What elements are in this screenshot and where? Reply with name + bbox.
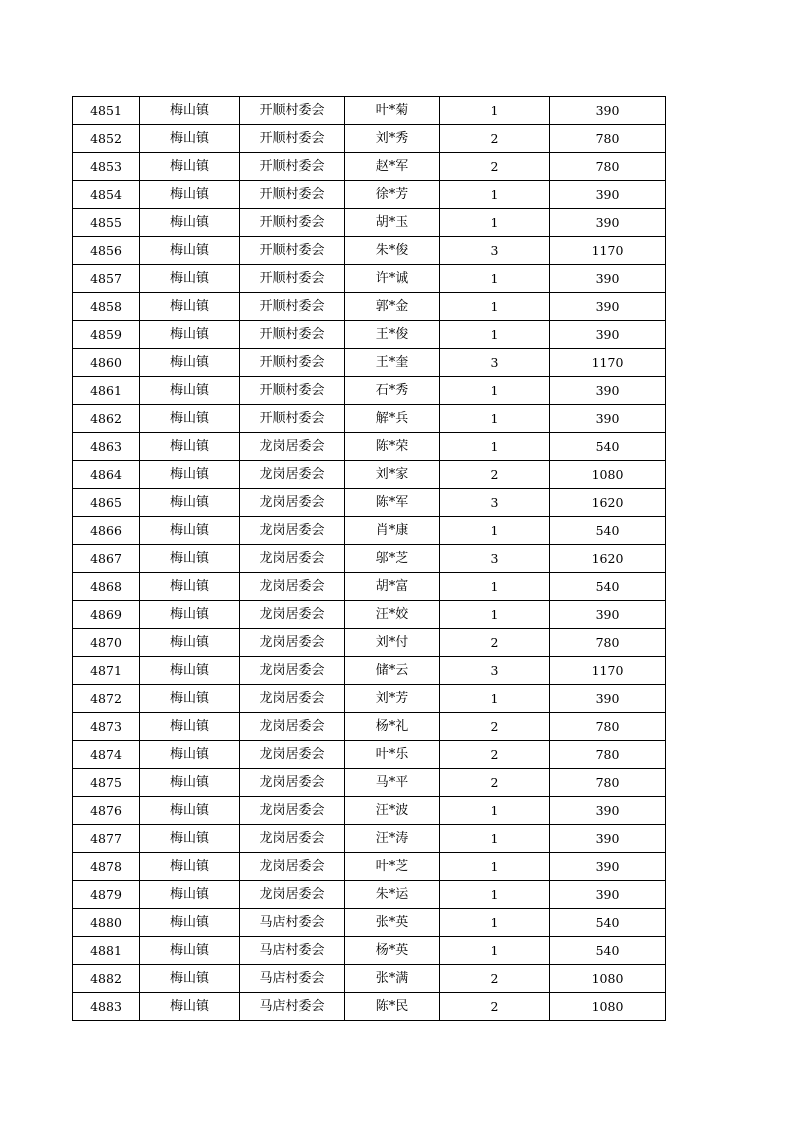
town-cell: 梅山镇 [140, 293, 240, 321]
row-number-cell: 4879 [73, 881, 140, 909]
town-cell: 梅山镇 [140, 993, 240, 1021]
table-row [73, 629, 666, 657]
count-cell: 1 [440, 601, 550, 629]
committee-cell: 开顺村委会 [240, 125, 345, 153]
count-cell: 1 [440, 853, 550, 881]
count-cell: 2 [440, 125, 550, 153]
row-number-cell: 4856 [73, 237, 140, 265]
table-body [73, 97, 666, 1021]
town-cell: 梅山镇 [140, 545, 240, 573]
amount-cell: 780 [550, 769, 666, 797]
table-row [73, 853, 666, 881]
amount-cell: 1170 [550, 657, 666, 685]
town-cell: 梅山镇 [140, 825, 240, 853]
committee-cell: 龙岗居委会 [240, 825, 345, 853]
amount-cell: 390 [550, 321, 666, 349]
row-number-cell: 4881 [73, 937, 140, 965]
row-number-cell: 4872 [73, 685, 140, 713]
row-number-cell: 4870 [73, 629, 140, 657]
count-cell: 1 [440, 265, 550, 293]
row-number-cell: 4853 [73, 153, 140, 181]
amount-cell: 390 [550, 377, 666, 405]
committee-cell: 马店村委会 [240, 937, 345, 965]
name-cell: 杨*礼 [345, 713, 440, 741]
name-cell: 陈*民 [345, 993, 440, 1021]
amount-cell: 390 [550, 97, 666, 125]
amount-cell: 540 [550, 909, 666, 937]
committee-cell: 龙岗居委会 [240, 517, 345, 545]
town-cell: 梅山镇 [140, 321, 240, 349]
count-cell: 1 [440, 825, 550, 853]
committee-cell: 龙岗居委会 [240, 797, 345, 825]
table-row [73, 881, 666, 909]
committee-cell: 龙岗居委会 [240, 713, 345, 741]
count-cell: 2 [440, 769, 550, 797]
count-cell: 1 [440, 181, 550, 209]
committee-cell: 开顺村委会 [240, 237, 345, 265]
table-row [73, 993, 666, 1021]
name-cell: 许*诚 [345, 265, 440, 293]
name-cell: 石*秀 [345, 377, 440, 405]
amount-cell: 390 [550, 685, 666, 713]
amount-cell: 1080 [550, 993, 666, 1021]
committee-cell: 开顺村委会 [240, 321, 345, 349]
count-cell: 3 [440, 237, 550, 265]
committee-cell: 龙岗居委会 [240, 881, 345, 909]
amount-cell: 780 [550, 629, 666, 657]
table-row [73, 461, 666, 489]
amount-cell: 540 [550, 937, 666, 965]
amount-cell: 390 [550, 209, 666, 237]
table-row [73, 741, 666, 769]
amount-cell: 390 [550, 293, 666, 321]
row-number-cell: 4861 [73, 377, 140, 405]
name-cell: 叶*芝 [345, 853, 440, 881]
count-cell: 1 [440, 209, 550, 237]
count-cell: 1 [440, 685, 550, 713]
town-cell: 梅山镇 [140, 97, 240, 125]
name-cell: 朱*俊 [345, 237, 440, 265]
committee-cell: 龙岗居委会 [240, 601, 345, 629]
name-cell: 杨*英 [345, 937, 440, 965]
committee-cell: 龙岗居委会 [240, 769, 345, 797]
name-cell: 赵*军 [345, 153, 440, 181]
committee-cell: 开顺村委会 [240, 181, 345, 209]
count-cell: 3 [440, 545, 550, 573]
town-cell: 梅山镇 [140, 181, 240, 209]
amount-cell: 780 [550, 153, 666, 181]
count-cell: 2 [440, 153, 550, 181]
name-cell: 陈*军 [345, 489, 440, 517]
table-row [73, 517, 666, 545]
count-cell: 2 [440, 629, 550, 657]
town-cell: 梅山镇 [140, 601, 240, 629]
amount-cell: 1080 [550, 461, 666, 489]
committee-cell: 龙岗居委会 [240, 853, 345, 881]
row-number-cell: 4863 [73, 433, 140, 461]
row-number-cell: 4882 [73, 965, 140, 993]
row-number-cell: 4862 [73, 405, 140, 433]
count-cell: 2 [440, 741, 550, 769]
count-cell: 1 [440, 405, 550, 433]
name-cell: 徐*芳 [345, 181, 440, 209]
amount-cell: 540 [550, 573, 666, 601]
name-cell: 胡*玉 [345, 209, 440, 237]
town-cell: 梅山镇 [140, 937, 240, 965]
table-row [73, 181, 666, 209]
committee-cell: 龙岗居委会 [240, 741, 345, 769]
town-cell: 梅山镇 [140, 349, 240, 377]
table-row [73, 433, 666, 461]
name-cell: 叶*菊 [345, 97, 440, 125]
row-number-cell: 4876 [73, 797, 140, 825]
table-row [73, 377, 666, 405]
town-cell: 梅山镇 [140, 237, 240, 265]
town-cell: 梅山镇 [140, 797, 240, 825]
table-row [73, 909, 666, 937]
row-number-cell: 4873 [73, 713, 140, 741]
count-cell: 1 [440, 517, 550, 545]
row-number-cell: 4865 [73, 489, 140, 517]
count-cell: 3 [440, 657, 550, 685]
count-cell: 3 [440, 349, 550, 377]
count-cell: 1 [440, 433, 550, 461]
table-row [73, 209, 666, 237]
table-row [73, 321, 666, 349]
town-cell: 梅山镇 [140, 769, 240, 797]
table-row [73, 965, 666, 993]
committee-cell: 开顺村委会 [240, 377, 345, 405]
row-number-cell: 4871 [73, 657, 140, 685]
name-cell: 汪*姣 [345, 601, 440, 629]
count-cell: 1 [440, 909, 550, 937]
name-cell: 朱*运 [345, 881, 440, 909]
amount-cell: 390 [550, 797, 666, 825]
table-row [73, 293, 666, 321]
row-number-cell: 4878 [73, 853, 140, 881]
committee-cell: 开顺村委会 [240, 349, 345, 377]
count-cell: 1 [440, 377, 550, 405]
table-row [73, 769, 666, 797]
amount-cell: 780 [550, 125, 666, 153]
count-cell: 1 [440, 321, 550, 349]
committee-cell: 龙岗居委会 [240, 489, 345, 517]
town-cell: 梅山镇 [140, 881, 240, 909]
row-number-cell: 4867 [73, 545, 140, 573]
amount-cell: 390 [550, 853, 666, 881]
name-cell: 张*满 [345, 965, 440, 993]
count-cell: 1 [440, 293, 550, 321]
committee-cell: 龙岗居委会 [240, 685, 345, 713]
town-cell: 梅山镇 [140, 265, 240, 293]
table-row [73, 657, 666, 685]
name-cell: 解*兵 [345, 405, 440, 433]
count-cell: 3 [440, 489, 550, 517]
amount-cell: 390 [550, 825, 666, 853]
name-cell: 马*平 [345, 769, 440, 797]
row-number-cell: 4858 [73, 293, 140, 321]
town-cell: 梅山镇 [140, 657, 240, 685]
amount-cell: 1170 [550, 237, 666, 265]
name-cell: 刘*家 [345, 461, 440, 489]
committee-cell: 马店村委会 [240, 909, 345, 937]
table-row [73, 685, 666, 713]
count-cell: 2 [440, 993, 550, 1021]
town-cell: 梅山镇 [140, 125, 240, 153]
amount-cell: 540 [550, 517, 666, 545]
table-row [73, 825, 666, 853]
row-number-cell: 4875 [73, 769, 140, 797]
committee-cell: 马店村委会 [240, 993, 345, 1021]
table-row [73, 153, 666, 181]
amount-cell: 780 [550, 741, 666, 769]
count-cell: 1 [440, 937, 550, 965]
name-cell: 陈*荣 [345, 433, 440, 461]
name-cell: 汪*涛 [345, 825, 440, 853]
name-cell: 刘*芳 [345, 685, 440, 713]
amount-cell: 1080 [550, 965, 666, 993]
count-cell: 1 [440, 881, 550, 909]
row-number-cell: 4874 [73, 741, 140, 769]
table-row [73, 601, 666, 629]
table-row [73, 125, 666, 153]
committee-cell: 开顺村委会 [240, 209, 345, 237]
row-number-cell: 4857 [73, 265, 140, 293]
committee-cell: 开顺村委会 [240, 97, 345, 125]
name-cell: 肖*康 [345, 517, 440, 545]
amount-cell: 390 [550, 601, 666, 629]
data-table [72, 96, 666, 1021]
town-cell: 梅山镇 [140, 209, 240, 237]
row-number-cell: 4880 [73, 909, 140, 937]
table-row [73, 97, 666, 125]
row-number-cell: 4864 [73, 461, 140, 489]
town-cell: 梅山镇 [140, 517, 240, 545]
town-cell: 梅山镇 [140, 909, 240, 937]
name-cell: 王*奎 [345, 349, 440, 377]
row-number-cell: 4860 [73, 349, 140, 377]
committee-cell: 龙岗居委会 [240, 433, 345, 461]
row-number-cell: 4855 [73, 209, 140, 237]
name-cell: 叶*乐 [345, 741, 440, 769]
table-row [73, 237, 666, 265]
committee-cell: 龙岗居委会 [240, 629, 345, 657]
row-number-cell: 4883 [73, 993, 140, 1021]
row-number-cell: 4851 [73, 97, 140, 125]
town-cell: 梅山镇 [140, 433, 240, 461]
amount-cell: 1620 [550, 489, 666, 517]
row-number-cell: 4859 [73, 321, 140, 349]
town-cell: 梅山镇 [140, 713, 240, 741]
committee-cell: 龙岗居委会 [240, 461, 345, 489]
amount-cell: 1170 [550, 349, 666, 377]
committee-cell: 龙岗居委会 [240, 545, 345, 573]
committee-cell: 龙岗居委会 [240, 657, 345, 685]
committee-cell: 开顺村委会 [240, 293, 345, 321]
name-cell: 王*俊 [345, 321, 440, 349]
row-number-cell: 4868 [73, 573, 140, 601]
count-cell: 1 [440, 797, 550, 825]
row-number-cell: 4877 [73, 825, 140, 853]
count-cell: 2 [440, 713, 550, 741]
town-cell: 梅山镇 [140, 629, 240, 657]
committee-cell: 马店村委会 [240, 965, 345, 993]
name-cell: 汪*波 [345, 797, 440, 825]
amount-cell: 390 [550, 405, 666, 433]
table-row [73, 573, 666, 601]
town-cell: 梅山镇 [140, 489, 240, 517]
town-cell: 梅山镇 [140, 685, 240, 713]
row-number-cell: 4854 [73, 181, 140, 209]
amount-cell: 1620 [550, 545, 666, 573]
name-cell: 胡*富 [345, 573, 440, 601]
committee-cell: 开顺村委会 [240, 153, 345, 181]
amount-cell: 390 [550, 265, 666, 293]
committee-cell: 龙岗居委会 [240, 573, 345, 601]
table-row [73, 405, 666, 433]
count-cell: 2 [440, 461, 550, 489]
table-row [73, 713, 666, 741]
row-number-cell: 4869 [73, 601, 140, 629]
row-number-cell: 4866 [73, 517, 140, 545]
name-cell: 邬*芝 [345, 545, 440, 573]
committee-cell: 开顺村委会 [240, 405, 345, 433]
town-cell: 梅山镇 [140, 153, 240, 181]
town-cell: 梅山镇 [140, 741, 240, 769]
name-cell: 郭*金 [345, 293, 440, 321]
count-cell: 1 [440, 573, 550, 601]
name-cell: 刘*秀 [345, 125, 440, 153]
table-row [73, 937, 666, 965]
count-cell: 1 [440, 97, 550, 125]
table-row [73, 545, 666, 573]
town-cell: 梅山镇 [140, 965, 240, 993]
town-cell: 梅山镇 [140, 405, 240, 433]
amount-cell: 780 [550, 713, 666, 741]
table-row [73, 349, 666, 377]
town-cell: 梅山镇 [140, 573, 240, 601]
town-cell: 梅山镇 [140, 377, 240, 405]
table-row [73, 265, 666, 293]
count-cell: 2 [440, 965, 550, 993]
table-row [73, 797, 666, 825]
name-cell: 刘*付 [345, 629, 440, 657]
town-cell: 梅山镇 [140, 461, 240, 489]
town-cell: 梅山镇 [140, 853, 240, 881]
name-cell: 张*英 [345, 909, 440, 937]
amount-cell: 390 [550, 181, 666, 209]
committee-cell: 开顺村委会 [240, 265, 345, 293]
name-cell: 储*云 [345, 657, 440, 685]
row-number-cell: 4852 [73, 125, 140, 153]
amount-cell: 390 [550, 881, 666, 909]
table-row [73, 489, 666, 517]
amount-cell: 540 [550, 433, 666, 461]
